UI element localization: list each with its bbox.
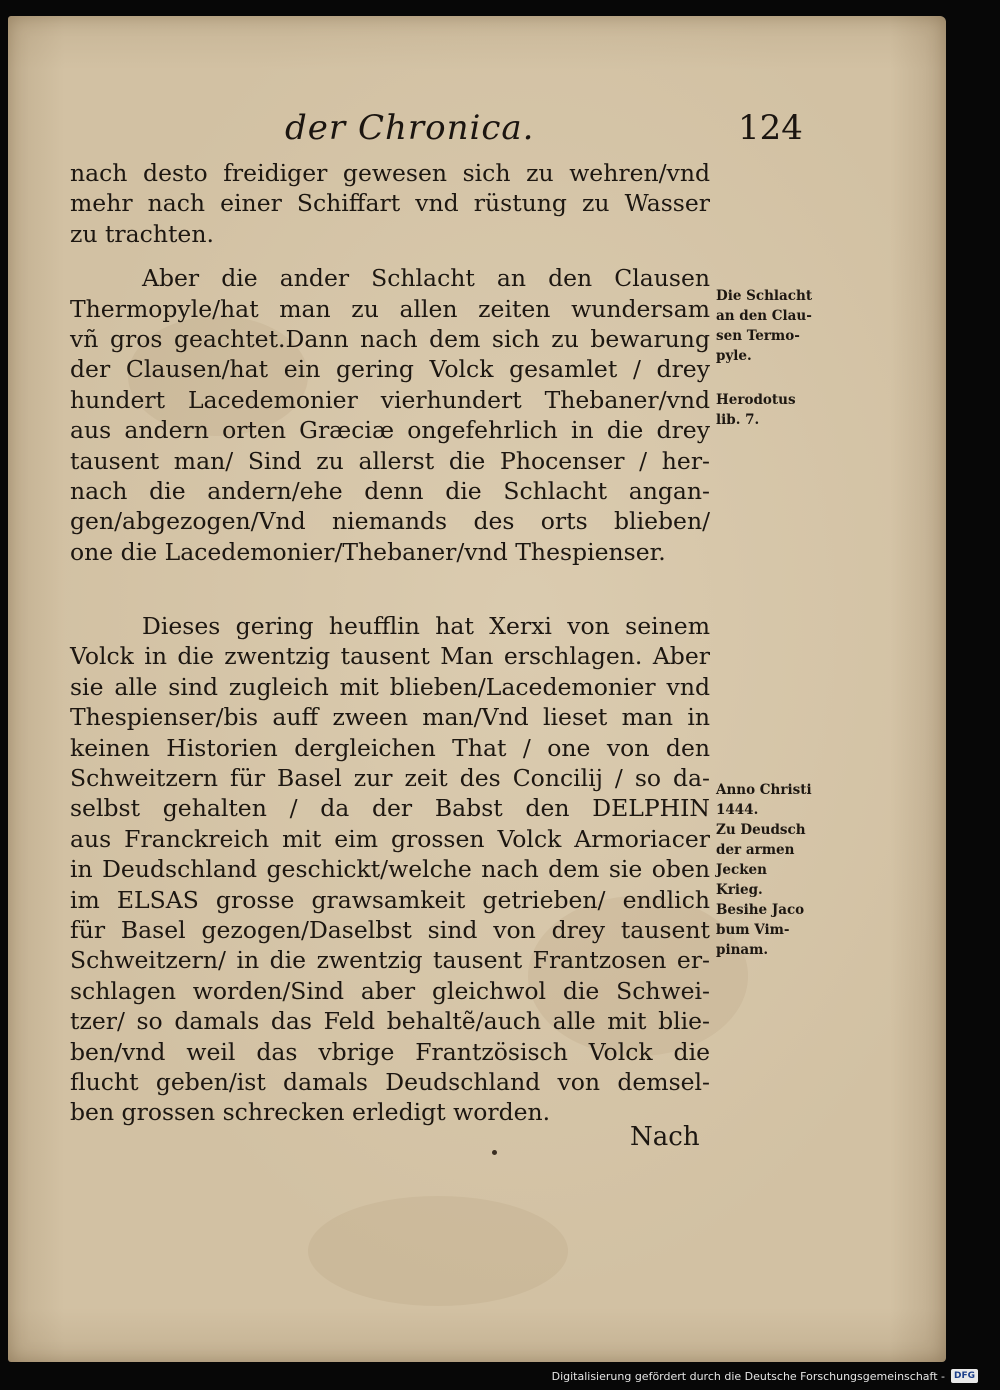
text-line: Thespienser/bis auff zween man/Vnd lieset man in xyxy=(70,703,710,732)
marginal-note xyxy=(716,780,812,960)
text-line: Thermopyle/hat man zu allen zeiten wundersam xyxy=(70,294,710,323)
marginal-line: Jecken xyxy=(716,862,767,878)
dfg-logo: DFG xyxy=(951,1369,978,1383)
text-line: für Basel gezogen/Daselbst sind von drey tausent xyxy=(70,915,710,944)
marginal-line: pyle. xyxy=(716,348,752,364)
folio-number: 124 xyxy=(738,108,803,148)
text-block xyxy=(70,158,710,1128)
paragraph xyxy=(70,611,710,1128)
text-line: mehr nach einer Schiffart vnd rüstung zu Wasser xyxy=(70,189,710,218)
marginal-line: sen Termo- xyxy=(716,328,800,344)
funding-footer xyxy=(552,1368,978,1384)
text-line: Schweitzern für Basel zur zeit des Concilij / so da- xyxy=(70,764,710,793)
text-line: hundert Lacedemonier vierhundert Thebaner/vnd xyxy=(70,385,710,414)
marginal-note xyxy=(716,390,796,430)
paper-stain xyxy=(308,1196,568,1306)
marginal-line: Zu Deudsch xyxy=(716,822,806,838)
text-line: one die Lacedemonier/Thebaner/vnd Thespienser. xyxy=(70,537,666,566)
marginal-line: Die Schlacht xyxy=(716,288,813,304)
text-line: flucht geben/ist damals Deudschland von demsel- xyxy=(70,1067,710,1096)
marginal-note xyxy=(716,286,812,366)
text-line: der Clausen/hat ein gering Volck gesamlet / drey xyxy=(70,355,710,384)
text-line: zu trachten. xyxy=(70,219,214,248)
ink-dot xyxy=(492,1150,497,1155)
text-line: Volck in die zwentzig tausent Man erschlagen. Aber xyxy=(70,642,710,671)
text-line: tausent man/ Sind zu allerst die Phocenser / her- xyxy=(70,446,710,475)
text-line: ben/vnd weil das vbrige Frantzösisch Volck die xyxy=(70,1037,710,1066)
text-line: aus Franckreich mit eim grossen Volck Armoriacer xyxy=(70,824,710,853)
text-line: ben grossen schrecken erledigt worden. xyxy=(70,1098,551,1127)
text-line: nach die andern/ehe denn die Schlacht angan- xyxy=(70,476,710,505)
text-line: tzer/ so damals das Feld behaltẽ/auch alle mit blie- xyxy=(70,1007,710,1036)
marginal-line: Anno Christi xyxy=(716,782,812,798)
paragraph xyxy=(70,158,710,249)
marginal-line: bum Vim- xyxy=(716,922,790,938)
marginal-line: Besihe Jaco xyxy=(716,902,805,918)
catchword: Nach xyxy=(630,1122,700,1152)
text-line: vñ gros geachtet.Dann nach dem sich zu bewarung xyxy=(70,324,710,353)
marginal-line: Krieg. xyxy=(716,882,763,898)
marginal-line: an den Clau- xyxy=(716,308,812,324)
marginal-line: der armen xyxy=(716,842,795,858)
text-line: in Deudschland geschickt/welche nach dem sie oben xyxy=(70,855,710,884)
running-title: der Chronica. xyxy=(285,108,535,148)
text-line: schlagen worden/Sind aber gleichwol die Schwei- xyxy=(70,976,710,1005)
marginal-line: lib. 7. xyxy=(716,412,760,428)
marginal-line: 1444. xyxy=(716,802,759,818)
funding-credit: Digitalisierung gefördert durch die Deutsche Forschungsgemeinschaft - xyxy=(551,1369,945,1383)
marginal-line: pinam. xyxy=(716,942,769,958)
text-line: keinen Historien dergleichen That / one von den xyxy=(70,733,710,762)
text-line: selbst gehalten / da der Babst den DELPHIN xyxy=(70,794,710,823)
text-line: gen/abgezogen/Vnd niemands des orts blieben/ xyxy=(70,507,710,536)
text-line: nach desto freidiger gewesen sich zu wehren/vnd xyxy=(70,159,710,187)
text-line: aus andern orten Græciæ ongefehrlich in die drey xyxy=(70,416,710,445)
paragraph xyxy=(70,263,710,567)
text-line: Dieses gering heufflin hat Xerxi von seinem xyxy=(142,612,710,641)
text-line: Aber die ander Schlacht an den Clausen xyxy=(142,264,710,293)
text-line: im ELSAS grosse grawsamkeit getrieben/ endlich xyxy=(70,885,710,914)
text-line: Schweitzern/ in die zwentzig tausent Frantzosen er- xyxy=(70,946,710,975)
text-line: sie alle sind zugleich mit blieben/Lacedemonier vnd xyxy=(70,672,710,701)
marginal-line: Herodotus xyxy=(716,392,796,408)
